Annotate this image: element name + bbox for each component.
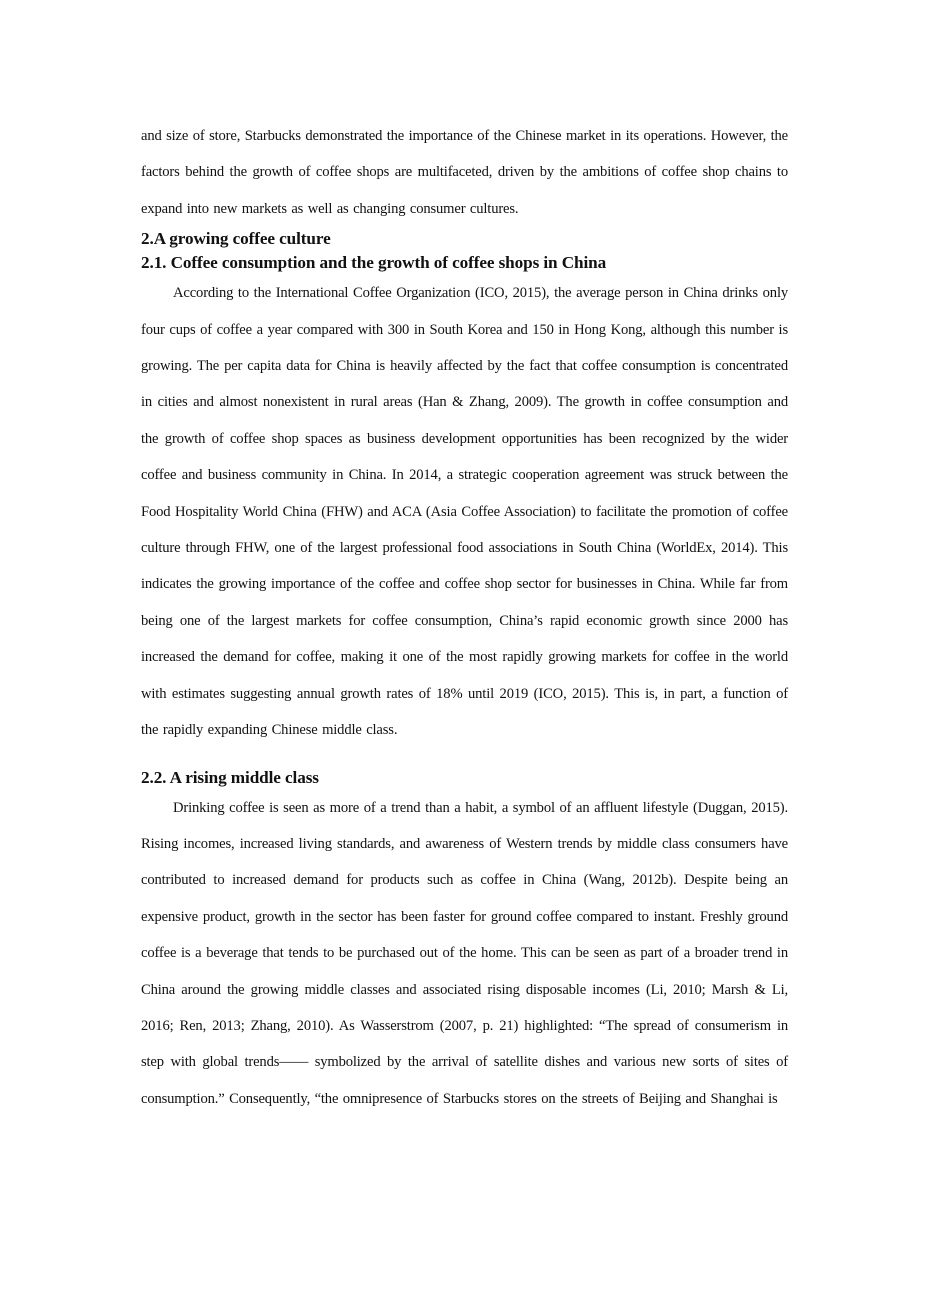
- section-2-heading: 2.A growing coffee culture: [141, 229, 331, 249]
- section-2-2-heading: 2.2. A rising middle class: [141, 767, 319, 787]
- document-page: [141, 118, 788, 1117]
- intro-paragraph: and size of store, Starbucks demonstrated the importance of the Chinese market in its operations. However, the factors behind the growth of coffee shops are multifaceted, driven by the ambitions of coffee shop chains to expand into new markets as well as changing consumer cultures.: [141, 128, 788, 217]
- section-2-2-paragraph: Drinking coffee is seen as more of a trend than a habit, a symbol of an affluent lifestyle (Duggan, 2015). Rising incomes, increased living standards, and awareness of Western trends by middle class consumers have contributed to increased demand for products such as coffee in China (Wang, 2012b). Despite being an expensive product, growth in the sector has been faster for ground coffee compared to instant. Freshly ground coffee is a beverage that tends to be purchased out of the home. This can be seen as part of a broader trend in China around the growing middle classes and associated rising disposable incomes (Li, 2010; Marsh & Li, 2016; Ren, 2013; Zhang, 2010). As Wasserstrom (2007, p. 21) highlighted: “The spread of consumerism in step with global trends—— symbolized by the arrival of satellite dishes and various new sorts of sites of consumption.” Consequently, “the omnipresence of Starbucks stores on the streets of Beijing and Shanghai is: [141, 799, 788, 1107]
- section-2-1-paragraph: According to the International Coffee Organization (ICO, 2015), the average person in China drinks only four cups of coffee a year compared with 300 in South Korea and 150 in Hong Kong, although this number is growing. The per capita data for China is heavily affected by the fact that coffee consumption is concentrated in cities and almost nonexistent in rural areas (Han & Zhang, 2009). The growth in coffee consumption and the growth of coffee shop spaces as business development opportunities has been recognized by the wider coffee and business community in China. In 2014, a strategic cooperation agreement was struck between the Food Hospitality World China (FHW) and ACA (Asia Coffee Association) to facilitate the promotion of coffee culture through FHW, one of the largest professional food associations in South China (WorldEx, 2014). This indicates the growing importance of the coffee and coffee shop sector for businesses in China. While far from being one of the largest markets for coffee consumption, China’s rapid economic growth since 2000 has increased the demand for coffee, making it one of the most rapidly growing markets for coffee in the world with estimates suggesting annual growth rates of 18% until 2019 (ICO, 2015). This is, in part, a function of the rapidly expanding Chinese middle class.: [141, 285, 788, 739]
- section-2-1-heading: 2.1. Coffee consumption and the growth of coffee shops in China: [141, 253, 607, 273]
- section-spacer: [141, 749, 788, 766]
